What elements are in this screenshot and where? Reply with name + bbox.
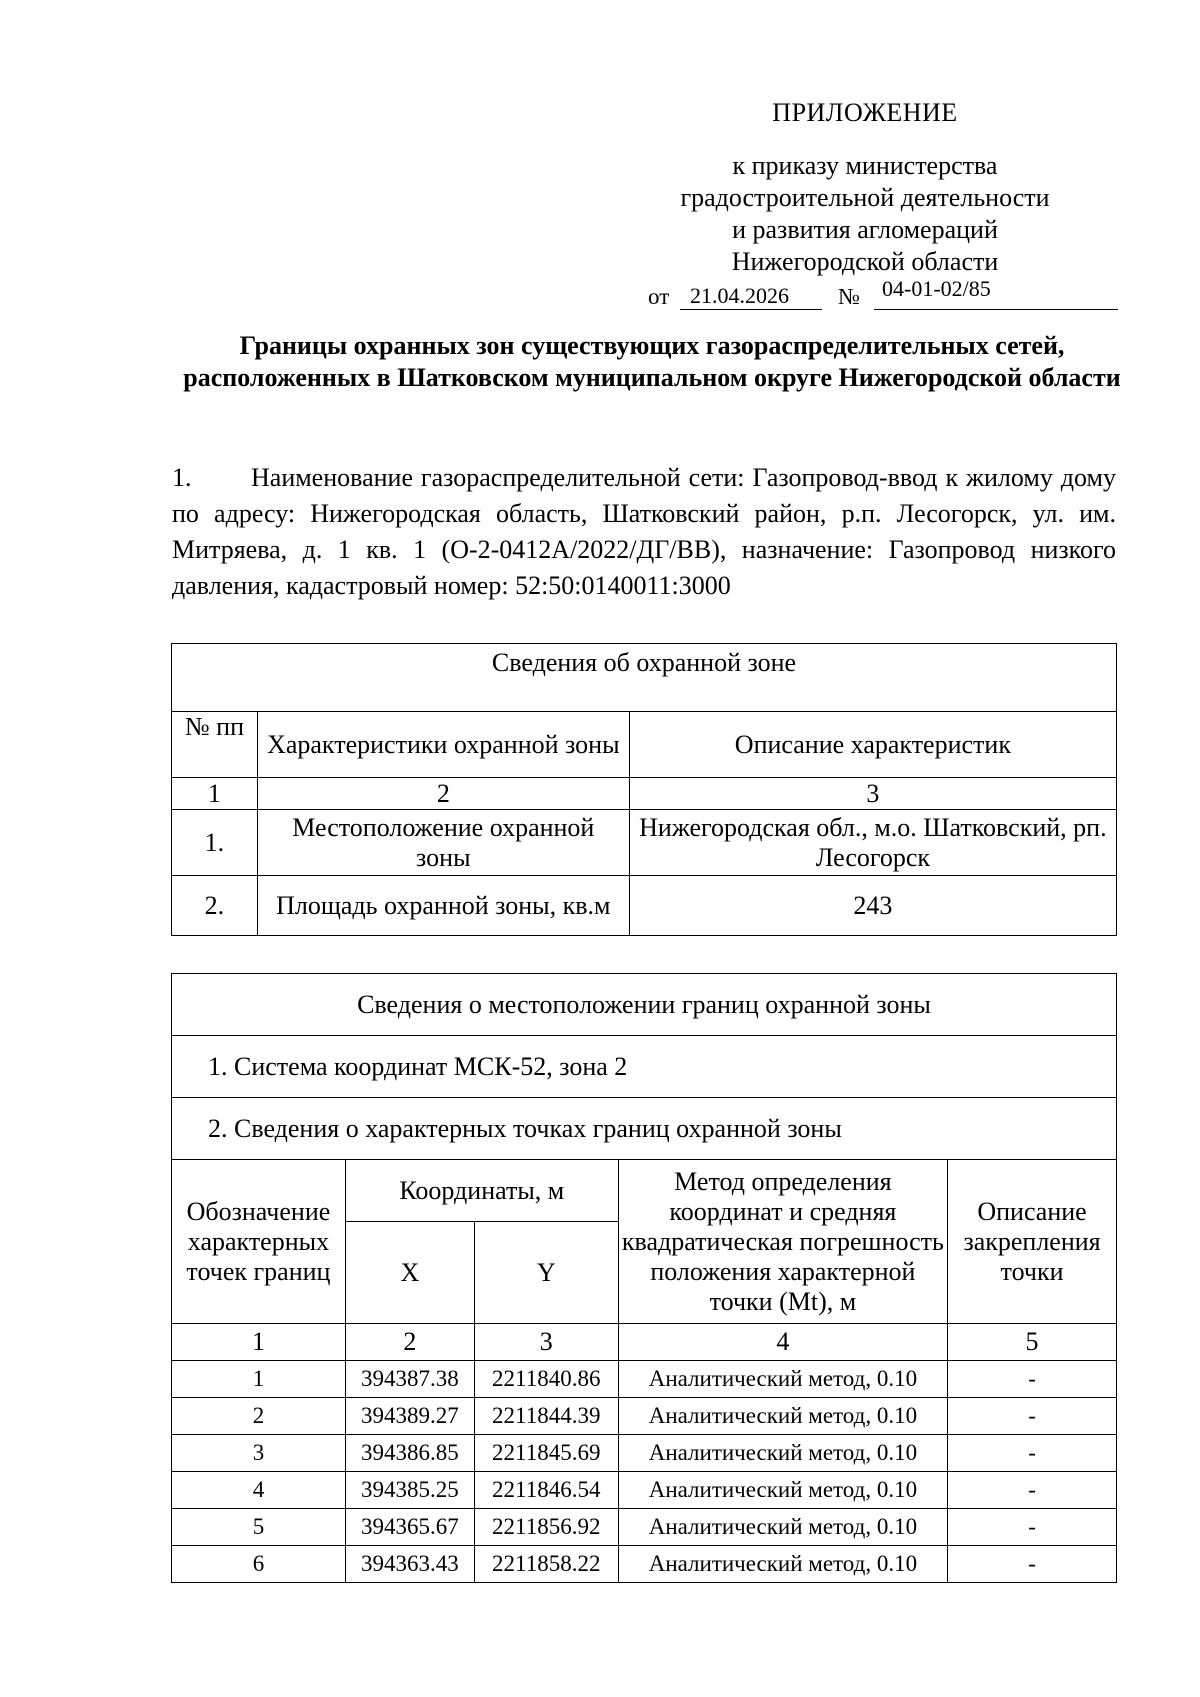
table-cell: 243 <box>629 876 1116 936</box>
header-description: Описание характеристик <box>629 712 1116 778</box>
point-fixing: - <box>948 1435 1117 1472</box>
appendix-title: ПРИЛОЖЕНИЕ <box>772 98 958 127</box>
point-x: 394385.25 <box>345 1472 474 1509</box>
point-x: 394386.85 <box>345 1435 474 1472</box>
table-cell: Площадь охранной зоны, кв.м <box>257 876 629 936</box>
paragraph-number: 1. <box>172 463 192 492</box>
point-number: 6 <box>172 1546 346 1583</box>
column-number: 1 <box>172 1324 346 1361</box>
column-number: 1 <box>172 778 258 810</box>
point-number: 1 <box>172 1361 346 1398</box>
header-x: X <box>345 1222 474 1324</box>
number-label: № <box>838 284 860 309</box>
point-y: 2211846.54 <box>474 1472 618 1509</box>
point-y: 2211858.22 <box>474 1546 618 1583</box>
point-method: Аналитический метод, 0.10 <box>618 1435 947 1472</box>
zone-info-table <box>171 643 1117 936</box>
point-fixing: - <box>948 1398 1117 1435</box>
point-method: Аналитический метод, 0.10 <box>618 1509 947 1546</box>
point-fixing: - <box>948 1361 1117 1398</box>
zone-table-caption: Сведения об охранной зоне <box>172 644 1117 712</box>
coordinate-system: 1. Система координат МСК-52, зона 2 <box>172 1036 1117 1098</box>
point-method: Аналитический метод, 0.10 <box>618 1398 947 1435</box>
table-row <box>172 1398 1117 1435</box>
table-row <box>172 1361 1117 1398</box>
header-point: Обозначение характерных точек границ <box>172 1160 346 1324</box>
point-fixing: - <box>948 1546 1117 1583</box>
header-characteristic: Характеристики охранной зоны <box>257 712 629 778</box>
order-number: 04-01-02/85 <box>882 276 991 301</box>
table-row <box>172 1509 1117 1546</box>
appendix-line: Нижегородской области <box>731 247 999 276</box>
point-x: 394363.43 <box>345 1546 474 1583</box>
column-number: 3 <box>474 1324 618 1361</box>
point-y: 2211840.86 <box>474 1361 618 1398</box>
number-underline <box>874 309 1118 310</box>
table-cell: Местоположение охранной зоны <box>257 810 629 876</box>
column-number: 4 <box>618 1324 947 1361</box>
point-method: Аналитический метод, 0.10 <box>618 1546 947 1583</box>
network-description <box>172 460 1116 604</box>
header-coordinates: Координаты, м <box>345 1160 618 1222</box>
header-fixing-description: Описание закрепления точки <box>948 1160 1117 1324</box>
point-x: 394387.38 <box>345 1361 474 1398</box>
column-number: 2 <box>257 778 629 810</box>
paragraph-text: Наименование газораспределительной сети: Газопровод-ввод к жилому дому по адресу: Нижегородская область, Шатковский район, р.п. Лесогорск, ул. им. Митряева, д. 1 кв. 1 (О-2-0412А/2022/ДГ/ВВ), назначение: Газопровод низкого давления, кадастровый номер: 52:50:0140011:3000 <box>172 463 1116 600</box>
point-y: 2211845.69 <box>474 1435 618 1472</box>
table-row <box>172 1472 1117 1509</box>
appendix-line: к приказу министерства <box>732 151 998 180</box>
points-caption: 2. Сведения о характерных точках границ охранной зоны <box>172 1098 1117 1160</box>
point-number: 2 <box>172 1398 346 1435</box>
column-number: 3 <box>629 778 1116 810</box>
table-cell: 1. <box>172 810 258 876</box>
appendix-line: и развития агломераций <box>732 215 998 244</box>
point-number: 4 <box>172 1472 346 1509</box>
point-number: 3 <box>172 1435 346 1472</box>
point-y: 2211844.39 <box>474 1398 618 1435</box>
header-row-number: № пп <box>172 712 258 778</box>
table-cell: Нижегородская обл., м.о. Шатковский, рп. Лесогорск <box>629 810 1116 876</box>
table-row <box>172 1546 1117 1583</box>
table-cell: 2. <box>172 876 258 936</box>
point-method: Аналитический метод, 0.10 <box>618 1361 947 1398</box>
point-y: 2211856.92 <box>474 1509 618 1546</box>
point-number: 5 <box>172 1509 346 1546</box>
column-number: 2 <box>345 1324 474 1361</box>
document-title: Границы охранных зон существующих газораспределительных сетей, расположенных в Шатковском муниципальном округе Нижегородской области <box>183 331 1121 392</box>
appendix-order-reference <box>660 150 1070 278</box>
point-x: 394365.67 <box>345 1509 474 1546</box>
header-y: Y <box>474 1222 618 1324</box>
order-date: 21.04.2026 <box>690 283 789 308</box>
points-table-caption: Сведения о местоположении границ охранной зоны <box>172 974 1117 1036</box>
point-method: Аналитический метод, 0.10 <box>618 1472 947 1509</box>
order-date-number <box>648 276 1118 312</box>
header-method: Метод определения координат и средняя квадратическая погрешность положения характерной точки (Mt), м <box>618 1160 947 1324</box>
boundary-points-table <box>171 973 1117 1583</box>
from-label: от <box>648 284 670 309</box>
point-fixing: - <box>948 1509 1117 1546</box>
table-row <box>172 1435 1117 1472</box>
appendix-line: градостроительной деятельности <box>680 183 1050 212</box>
point-x: 394389.27 <box>345 1398 474 1435</box>
column-number: 5 <box>948 1324 1117 1361</box>
point-fixing: - <box>948 1472 1117 1509</box>
date-underline <box>680 309 822 310</box>
